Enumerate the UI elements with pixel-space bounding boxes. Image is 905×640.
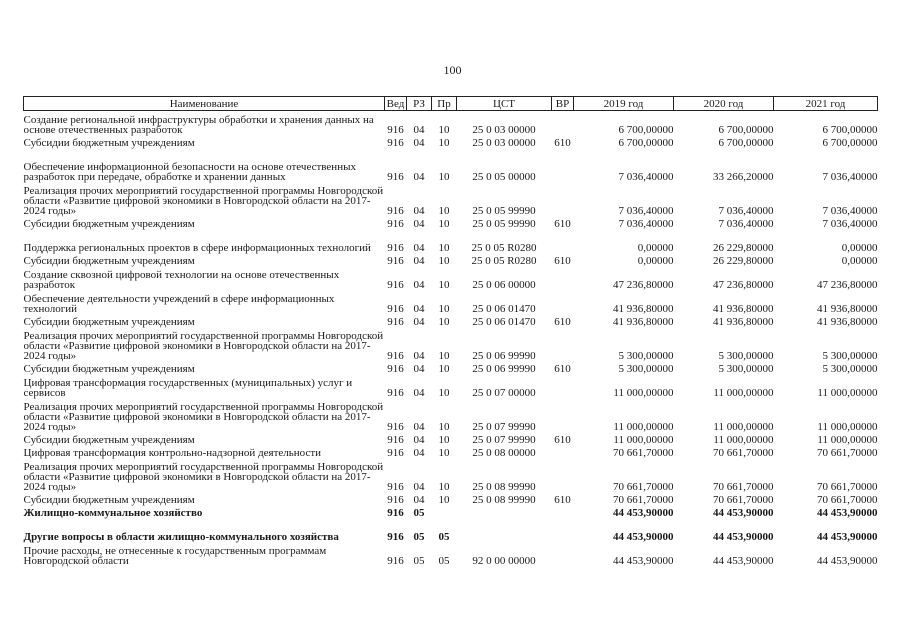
cell-2020: 33 266,20000 xyxy=(713,171,774,183)
cell-ved: 916 xyxy=(387,531,404,543)
cell-vr xyxy=(552,398,574,432)
cell-rz: 05 xyxy=(413,507,425,519)
cell-cst: 25 0 06 00000 xyxy=(472,279,536,291)
cell-2021: 47 236,80000 xyxy=(817,279,878,291)
cell-2021: 11 000,00000 xyxy=(817,434,878,446)
cell-2019: 44 453,90000 xyxy=(613,507,674,519)
cell-ved: 916 xyxy=(387,124,404,136)
page-number: 100 xyxy=(443,63,462,77)
cell-cst: 25 0 05 00000 xyxy=(472,171,536,183)
table-row xyxy=(24,492,878,505)
cell-2021: 11 000,00000 xyxy=(817,421,878,433)
cell-2019: 7 036,40000 xyxy=(618,218,674,230)
cell-name: Субсидии бюджетным учреждениям xyxy=(23,363,195,375)
cell-ved: 916 xyxy=(387,494,404,506)
cell-2019: 7 036,40000 xyxy=(618,205,674,217)
table-row xyxy=(24,266,878,290)
cell-pr: 05 xyxy=(438,555,450,567)
cell-pr: 10 xyxy=(438,350,450,362)
cell-name: Цифровая трансформация контрольно-надзорной деятельности xyxy=(23,447,322,459)
cell-2019: 11 000,00000 xyxy=(613,434,674,446)
cell-ved: 916 xyxy=(387,363,404,375)
cell-2021: 6 700,00000 xyxy=(822,137,878,149)
cell-rz: 04 xyxy=(413,434,425,446)
header-2020: 2020 год xyxy=(674,97,774,111)
cell-rz: 04 xyxy=(413,494,425,506)
cell-ved: 916 xyxy=(387,421,404,433)
cell-pr: 10 xyxy=(438,481,450,493)
cell-name: Реализация прочих мероприятий государственной программы Новгородской области «Развитие цифровой экономики в Новгородской области на 2017-2024 годы» xyxy=(23,185,384,217)
cell-2019: 0,00000 xyxy=(637,255,674,267)
table-row xyxy=(24,135,878,148)
header-2021: 2021 год xyxy=(774,97,878,111)
cell-2020: 5 300,00000 xyxy=(718,350,774,362)
cell-rz: 04 xyxy=(413,363,425,375)
cell-name: Реализация прочих мероприятий государственной программы Новгородской области «Развитие цифровой экономики в Новгородской области на 2017-2024 годы» xyxy=(23,401,384,433)
cell-2020: 44 453,90000 xyxy=(713,531,774,543)
cell-pr: 10 xyxy=(438,316,450,328)
cell-cst: 25 0 08 99990 xyxy=(472,494,536,506)
cell-2019: 5 300,00000 xyxy=(618,350,674,362)
cell-cst: 25 0 05 99990 xyxy=(472,205,536,217)
table-row xyxy=(24,432,878,445)
cell-pr: 10 xyxy=(438,218,450,230)
cell-name: Субсидии бюджетным учреждениям xyxy=(23,316,195,328)
table-row xyxy=(24,361,878,374)
cell-2021: 6 700,00000 xyxy=(822,124,878,136)
cell-2019: 5 300,00000 xyxy=(618,363,674,375)
table-row xyxy=(24,229,878,253)
cell-ved: 916 xyxy=(387,137,404,149)
cell-2020: 11 000,00000 xyxy=(713,421,774,433)
header-rz: РЗ xyxy=(407,97,432,111)
cell-2021: 5 300,00000 xyxy=(822,350,878,362)
cell-cst: 25 0 05 R0280 xyxy=(471,242,537,254)
cell-2020: 70 661,70000 xyxy=(713,447,774,459)
cell-2020: 7 036,40000 xyxy=(718,218,774,230)
cell-2019: 70 661,70000 xyxy=(613,481,674,493)
cell-pr xyxy=(432,505,457,518)
cell-name: Другие вопросы в области жилищно-коммунального хозяйства xyxy=(23,531,339,543)
cell-2021: 0,00000 xyxy=(841,242,878,254)
cell-cst: 92 0 00 00000 xyxy=(472,555,536,567)
cell-2019: 70 661,70000 xyxy=(613,494,674,506)
cell-2019: 47 236,80000 xyxy=(613,279,674,291)
cell-rz: 04 xyxy=(413,171,425,183)
cell-2019: 41 936,80000 xyxy=(613,316,674,328)
cell-2019: 7 036,40000 xyxy=(618,171,674,183)
table-row xyxy=(24,374,878,398)
cell-vr xyxy=(552,518,574,542)
cell-pr: 10 xyxy=(438,363,450,375)
cell-2020: 5 300,00000 xyxy=(718,363,774,375)
cell-ved: 916 xyxy=(387,171,404,183)
cell-cst: 25 0 06 01470 xyxy=(472,303,536,315)
cell-2020: 70 661,70000 xyxy=(713,494,774,506)
table-row xyxy=(24,314,878,327)
cell-ved: 916 xyxy=(387,555,404,567)
cell-rz: 04 xyxy=(413,255,425,267)
cell-name: Субсидии бюджетным учреждениям xyxy=(23,255,195,267)
cell-pr: 10 xyxy=(438,279,450,291)
cell-cst: 25 0 05 99990 xyxy=(472,218,536,230)
cell-2021: 41 936,80000 xyxy=(817,303,878,315)
cell-pr: 10 xyxy=(438,447,450,459)
table-row xyxy=(24,458,878,492)
cell-2020: 41 936,80000 xyxy=(713,316,774,328)
cell-ved: 916 xyxy=(387,350,404,362)
cell-rz: 04 xyxy=(413,481,425,493)
cell-pr: 10 xyxy=(438,255,450,267)
cell-2021: 5 300,00000 xyxy=(822,363,878,375)
cell-vr xyxy=(552,229,574,253)
cell-cst: 25 0 06 99990 xyxy=(472,363,536,375)
cell-2021: 44 453,90000 xyxy=(817,531,878,543)
header-2019: 2019 год xyxy=(574,97,674,111)
cell-rz: 04 xyxy=(413,447,425,459)
cell-pr: 10 xyxy=(438,171,450,183)
cell-2021: 7 036,40000 xyxy=(822,205,878,217)
cell-name: Прочие расходы, не отнесенные к государственным программам Новгородской области xyxy=(23,545,327,567)
cell-pr: 10 xyxy=(438,242,450,254)
cell-2020: 41 936,80000 xyxy=(713,303,774,315)
cell-rz: 04 xyxy=(413,350,425,362)
header-name: Наименование xyxy=(24,97,385,111)
cell-2019: 11 000,00000 xyxy=(613,387,674,399)
header-ved: Вед xyxy=(385,97,407,111)
cell-2020: 11 000,00000 xyxy=(713,434,774,446)
header-pr: Пр xyxy=(432,97,457,111)
cell-rz: 04 xyxy=(413,316,425,328)
cell-name: Создание сквозной цифровой технологии на основе отечественных разработок xyxy=(23,269,340,291)
cell-2020: 7 036,40000 xyxy=(718,205,774,217)
cell-vr: 610 xyxy=(554,218,571,230)
header-cst: ЦСТ xyxy=(457,97,552,111)
cell-vr: 610 xyxy=(554,137,571,149)
cell-ved: 916 xyxy=(387,447,404,459)
table-row xyxy=(24,505,878,518)
cell-2021: 41 936,80000 xyxy=(817,316,878,328)
cell-ved: 916 xyxy=(387,255,404,267)
header-vr: ВР xyxy=(552,97,574,111)
cell-vr xyxy=(552,327,574,361)
cell-vr xyxy=(552,111,574,136)
cell-vr xyxy=(552,505,574,518)
cell-name: Реализация прочих мероприятий государственной программы Новгородской области «Развитие цифровой экономики в Новгородской области на 2017-2024 годы» xyxy=(23,330,384,362)
cell-2021: 0,00000 xyxy=(841,255,878,267)
table-row xyxy=(24,518,878,542)
cell-2021: 7 036,40000 xyxy=(822,218,878,230)
cell-rz: 04 xyxy=(413,421,425,433)
cell-rz: 04 xyxy=(413,137,425,149)
table-row xyxy=(24,542,878,566)
cell-2019: 70 661,70000 xyxy=(613,447,674,459)
cell-ved: 916 xyxy=(387,316,404,328)
cell-ved: 916 xyxy=(387,434,404,446)
cell-name: Поддержка региональных проектов в сфере информационных технологий xyxy=(23,242,371,254)
cell-name: Субсидии бюджетным учреждениям xyxy=(23,218,195,230)
cell-cst: 25 0 03 00000 xyxy=(472,137,536,149)
cell-2020: 26 229,80000 xyxy=(713,255,774,267)
cell-name: Субсидии бюджетным учреждениям xyxy=(23,137,195,149)
cell-2021: 70 661,70000 xyxy=(817,494,878,506)
cell-pr: 10 xyxy=(438,387,450,399)
cell-rz: 04 xyxy=(413,218,425,230)
cell-cst: 25 0 08 00000 xyxy=(472,447,536,459)
cell-name: Обеспечение информационной безопасности на основе отечественных разработок при передаче, обработке и хранении данных xyxy=(23,161,356,183)
cell-2020: 44 453,90000 xyxy=(713,507,774,519)
cell-pr: 10 xyxy=(438,494,450,506)
cell-pr: 10 xyxy=(438,434,450,446)
table-row xyxy=(24,445,878,458)
cell-pr: 05 xyxy=(438,531,450,543)
cell-vr: 610 xyxy=(554,255,571,267)
cell-2021: 70 661,70000 xyxy=(817,481,878,493)
cell-cst: 25 0 06 01470 xyxy=(472,316,536,328)
table-row xyxy=(24,398,878,432)
table-header-row xyxy=(24,97,878,111)
cell-2019: 44 453,90000 xyxy=(613,531,674,543)
cell-rz: 04 xyxy=(413,124,425,136)
table-row xyxy=(24,327,878,361)
table-row xyxy=(24,182,878,216)
cell-ved: 916 xyxy=(387,205,404,217)
cell-2020: 70 661,70000 xyxy=(713,481,774,493)
cell-ved: 916 xyxy=(387,481,404,493)
cell-name: Реализация прочих мероприятий государственной программы Новгородской области «Развитие цифровой экономики в Новгородской области на 2017-2024 годы» xyxy=(23,461,384,493)
cell-pr: 10 xyxy=(438,124,450,136)
cell-2021: 44 453,90000 xyxy=(817,555,878,567)
cell-2019: 41 936,80000 xyxy=(613,303,674,315)
cell-vr xyxy=(552,290,574,314)
cell-vr xyxy=(552,148,574,182)
cell-2019: 6 700,00000 xyxy=(618,124,674,136)
cell-ved: 916 xyxy=(387,387,404,399)
budget-table xyxy=(23,96,878,566)
table-row xyxy=(24,111,878,136)
cell-2020: 6 700,00000 xyxy=(718,124,774,136)
cell-2021: 70 661,70000 xyxy=(817,447,878,459)
table-row xyxy=(24,290,878,314)
table-row xyxy=(24,216,878,229)
cell-ved: 916 xyxy=(387,507,404,519)
cell-cst: 25 0 06 99990 xyxy=(472,350,536,362)
cell-2021: 11 000,00000 xyxy=(817,387,878,399)
cell-vr: 610 xyxy=(554,434,571,446)
cell-vr: 610 xyxy=(554,316,571,328)
cell-rz: 05 xyxy=(413,531,425,543)
cell-2020: 44 453,90000 xyxy=(713,555,774,567)
cell-2021: 7 036,40000 xyxy=(822,171,878,183)
cell-2019: 44 453,90000 xyxy=(613,555,674,567)
cell-rz: 04 xyxy=(413,279,425,291)
cell-rz: 04 xyxy=(413,303,425,315)
cell-2020: 11 000,00000 xyxy=(713,387,774,399)
table-row xyxy=(24,253,878,266)
cell-ved: 916 xyxy=(387,218,404,230)
cell-vr xyxy=(552,445,574,458)
cell-cst: 25 0 03 00000 xyxy=(472,124,536,136)
table-body xyxy=(24,111,878,567)
cell-2019: 6 700,00000 xyxy=(618,137,674,149)
cell-vr xyxy=(552,374,574,398)
cell-ved: 916 xyxy=(387,242,404,254)
cell-rz: 04 xyxy=(413,205,425,217)
cell-name: Цифровая трансформация государственных (муниципальных) услуг и сервисов xyxy=(23,377,353,399)
cell-vr xyxy=(552,182,574,216)
cell-cst: 25 0 05 R0280 xyxy=(471,255,537,267)
cell-cst xyxy=(457,518,552,542)
cell-name: Обеспечение деятельности учреждений в сфере информационных технологий xyxy=(23,293,335,315)
table-row xyxy=(24,148,878,182)
cell-cst: 25 0 07 00000 xyxy=(472,387,536,399)
cell-pr: 10 xyxy=(438,303,450,315)
cell-rz: 05 xyxy=(413,555,425,567)
cell-name: Субсидии бюджетным учреждениям xyxy=(23,434,195,446)
cell-vr xyxy=(552,266,574,290)
cell-name: Субсидии бюджетным учреждениям xyxy=(23,494,195,506)
cell-vr: 610 xyxy=(554,363,571,375)
cell-ved: 916 xyxy=(387,279,404,291)
cell-name: Создание региональной инфраструктуры обработки и хранения данных на основе отечественных разработок xyxy=(23,114,374,136)
cell-2019: 11 000,00000 xyxy=(613,421,674,433)
cell-ved: 916 xyxy=(387,303,404,315)
cell-vr xyxy=(552,542,574,566)
cell-vr xyxy=(552,458,574,492)
cell-rz: 04 xyxy=(413,242,425,254)
cell-cst: 25 0 07 99990 xyxy=(472,421,536,433)
cell-cst: 25 0 07 99990 xyxy=(472,434,536,446)
cell-name: Жилищно-коммунальное хозяйство xyxy=(23,507,203,519)
cell-pr: 10 xyxy=(438,205,450,217)
cell-cst: 25 0 08 99990 xyxy=(472,481,536,493)
cell-2020: 47 236,80000 xyxy=(713,279,774,291)
cell-2019: 0,00000 xyxy=(637,242,674,254)
cell-pr: 10 xyxy=(438,421,450,433)
cell-2020: 26 229,80000 xyxy=(713,242,774,254)
cell-vr: 610 xyxy=(554,494,571,506)
cell-rz: 04 xyxy=(413,387,425,399)
cell-cst xyxy=(457,505,552,518)
cell-2020: 6 700,00000 xyxy=(718,137,774,149)
cell-pr: 10 xyxy=(438,137,450,149)
cell-2021: 44 453,90000 xyxy=(817,507,878,519)
